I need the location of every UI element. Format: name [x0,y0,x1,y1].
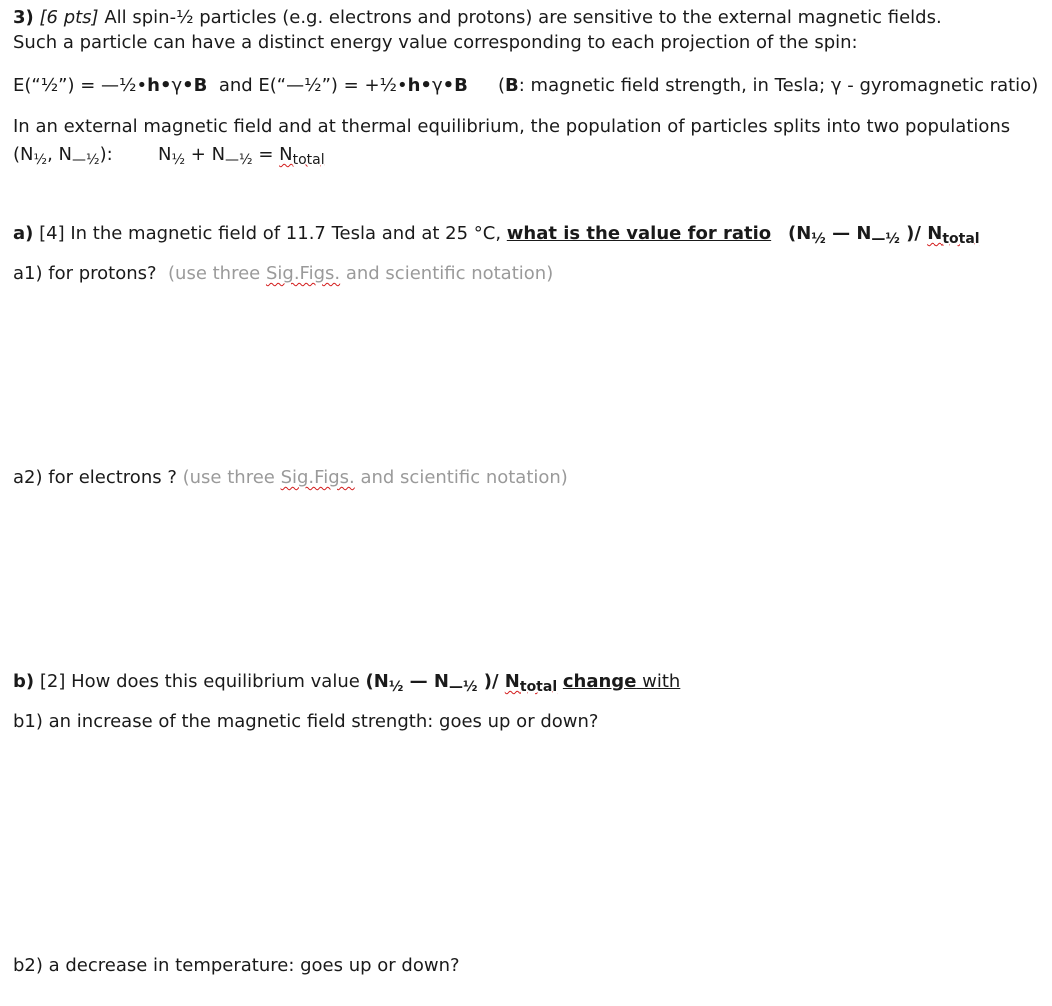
eq-dot3: • [420,75,432,96]
a2-hint-post: and scientific notation) [354,467,568,488]
sum-sub1: ½ [171,152,186,168]
note-rest: : magnetic field strength, in Tesla; γ - gyromagnetic ratio) [518,75,1039,96]
b-ratio-close: )/ [477,671,505,692]
b-ratio-sub1: ½ [388,679,404,695]
energy-equation [13,75,468,97]
ratio-ntotal [927,223,980,247]
part-a-text: [4] In the magnetic field of 11.7 Tesla and at 25 °C, [39,223,502,244]
ratio-open: (N [788,223,812,244]
eq-gamma2: γ [431,75,443,96]
sum-n: N [279,144,293,165]
pair-end: ): [99,144,113,165]
note-b: B [505,75,519,96]
eq-and: and E(“—½”) = +½• [218,75,408,96]
ratio-sub1: ½ [811,231,826,247]
ratio-close: )/ [899,223,928,244]
part-b-question [13,671,680,694]
eq-h1: h [147,75,160,96]
part-b-ratio [365,671,558,695]
sum-sub2: —½ [225,152,253,168]
a1-hint [168,263,553,284]
sum-equals: = [252,144,280,165]
sum-ntotal [279,144,325,168]
part-b-with: with [636,671,681,692]
part-b-label: b) [13,671,35,692]
a2-label: a2) for electrons ? [13,467,177,488]
part-a1 [13,263,553,285]
part-a-question [13,223,771,245]
b-ratio-minus: — N [403,671,449,692]
population-sum-equation [158,144,325,167]
a1-hint-pre: (use three [168,263,266,284]
a2-hint-pre: (use three [182,467,281,488]
eq-left: E(“½”) = —½• [13,75,148,96]
ratio-total: total [942,231,980,247]
question-number: 3) [13,7,34,28]
part-b-change-with [563,671,680,692]
intro-line-2: Such a particle can have a distinct energy value corresponding to each projection of the spin: [13,32,858,53]
question-header [13,7,942,29]
b-ratio-ntotal [504,671,558,695]
eq-h2: h [407,75,421,96]
sum-n1: N [158,144,172,165]
part-b1: b1) an increase of the magnetic field strength: goes up or down? [13,711,599,732]
pair-sub2: —½ [72,152,100,168]
b-ratio-n: N [504,671,520,692]
part-a-emphasis: what is the value for ratio [506,223,772,244]
equation-note [498,75,1038,97]
note-open: ( [498,75,506,96]
part-b2: b2) a decrease in temperature: goes up or down? [13,955,460,976]
b-ratio-total: total [519,679,558,695]
b-ratio-open: (N [365,671,389,692]
question-points: [6 pts] [39,7,99,28]
part-a-label: a) [13,223,34,244]
population-line-1: In an external magnetic field and at thermal equilibrium, the population of particles splits into two populations [13,116,1011,137]
intro-line-1: All spin-½ particles (e.g. electrons and protons) are sensitive to the external magnetic fields. [104,7,942,28]
part-a-ratio [788,223,980,246]
a1-hint-post: and scientific notation) [340,263,554,284]
ratio-sub2: —½ [871,231,900,247]
part-b-text: [2] How does this equilibrium value [39,671,366,692]
eq-gamma1: γ [171,75,183,96]
eq-dot1: • [159,75,172,96]
sum-total: total [292,152,325,168]
part-b-change: change [562,671,637,692]
a1-hint-sigfigs: Sig.Figs. [265,263,341,284]
eq-dot2: • [182,75,194,96]
a1-label: a1) for protons? [13,263,157,284]
eq-b1: B [193,75,208,96]
ratio-n: N [927,223,943,244]
pair-mid: , N [47,144,72,165]
eq-b2: B [454,75,468,96]
a2-hint [183,467,568,488]
eq-dot4: • [442,75,455,96]
pair-sub1: ½ [33,152,48,168]
ratio-minus: — N [825,223,872,244]
pair-open: (N [13,144,34,165]
b-ratio-sub2: —½ [448,679,478,695]
sum-plus: + N [185,144,226,165]
a2-hint-sigfigs: Sig.Figs. [280,467,355,488]
population-pair [13,144,113,167]
part-a2 [13,467,568,489]
